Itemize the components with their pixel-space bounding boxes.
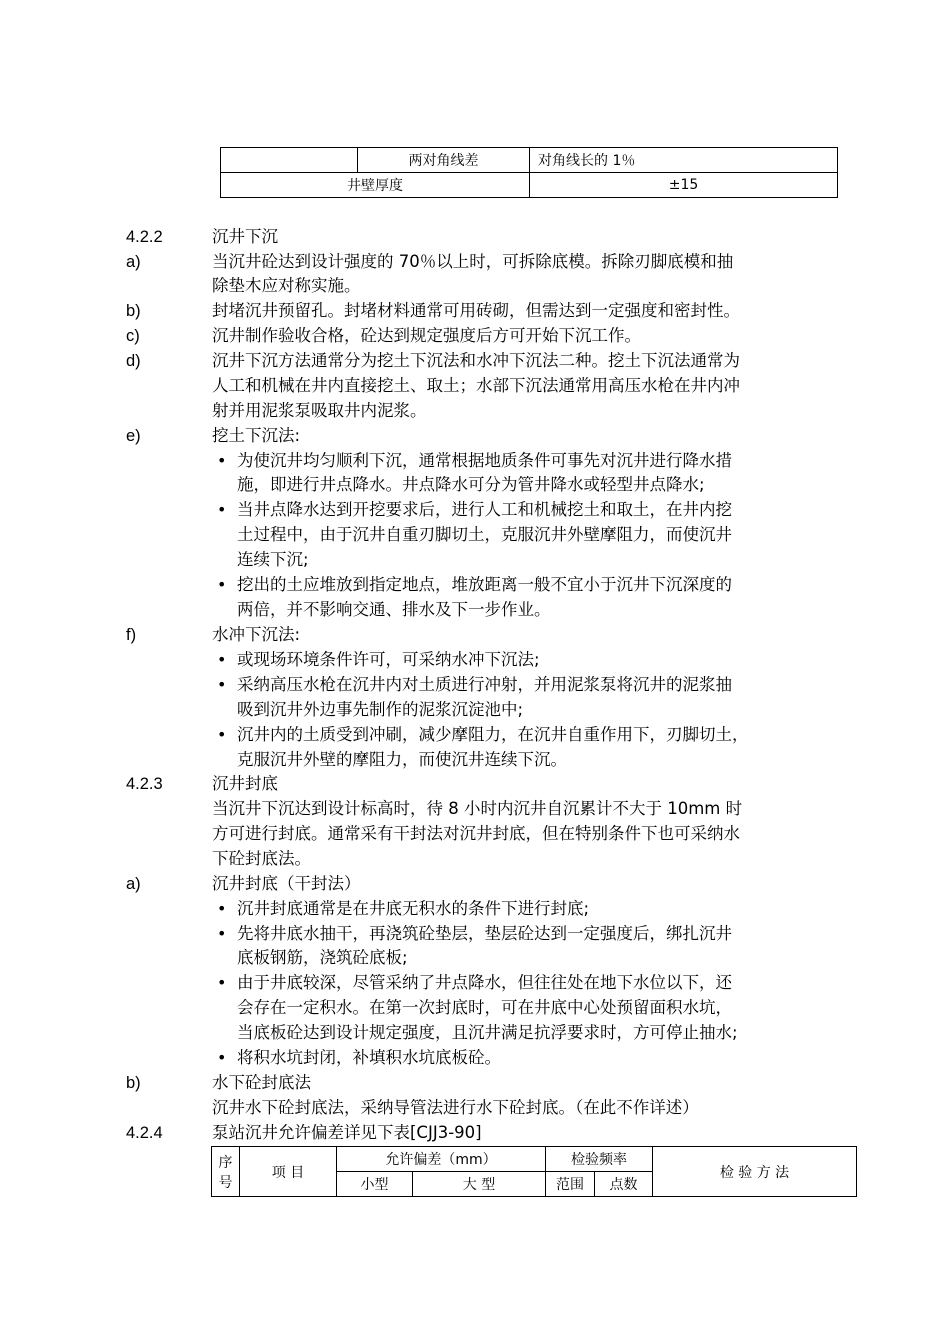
section-title: 沉井封底 <box>212 774 278 793</box>
table-cell: 对角线长的 1％ <box>530 148 838 173</box>
bullet-line: 土过程中，由于沉井自重刃脚切土，克服沉井外壁摩阻力，而使沉井 <box>237 525 732 544</box>
bullet-line: 先将井底水抽干，再浇筑砼垫层，垫层砼达到一定强度后，绑扎沉井 <box>237 924 732 943</box>
bullet-line: 将积水坑封闭，补填积水坑底板砼。 <box>237 1048 501 1067</box>
bullet-line: 底板钢筋，浇筑砼底板; <box>237 948 408 967</box>
header-seq <box>212 1147 240 1197</box>
bullet-line: 吸到沉井外边事先制作的泥浆沉淀池中; <box>237 700 524 719</box>
subsection-title: 水冲下沉法: <box>212 625 301 644</box>
table-cell: ±15 <box>530 173 838 198</box>
section-number: 4.2.3 <box>126 775 163 793</box>
bullet-icon: • <box>217 575 227 594</box>
paragraph-line: 当沉井下沉达到设计标高时，待 8 小时内沉井自沉累计不大于 10mm 时 <box>212 799 743 818</box>
paragraph-line: 封堵沉井预留孔。封堵材料通常可用砖砌，但需达到一定强度和密封性。 <box>212 301 740 320</box>
subsection-title: 水下砼封底法 <box>212 1073 311 1092</box>
paragraph-line: 当沉井砼达到设计强度的 70％以上时，可拆除底模。拆除刃脚底模和抽 <box>212 252 734 271</box>
section-number: 4.2.4 <box>126 1124 163 1142</box>
paragraph-line: 方可进行封底。通常采有干封法对沉井封底，但在特别条件下也可采纳水 <box>212 824 740 843</box>
bullet-icon: • <box>217 675 227 694</box>
header-seq-line: 序 <box>218 1154 233 1171</box>
section-title: 沉井下沉 <box>212 227 278 246</box>
bullet-line: 施，即进行井点降水。井点降水可分为管井降水或轻型井点降水; <box>237 475 705 494</box>
bullet-line: 克服沉井外壁的摩阻力，而使沉井连续下沉。 <box>237 750 567 769</box>
bullet-line: 沉井内的土质受到冲刷，减少摩阻力，在沉井自重作用下，刃脚切土， <box>237 725 749 744</box>
header-method: 检 验 方 法 <box>653 1147 857 1197</box>
bullet-icon: • <box>217 899 227 918</box>
item-label: c) <box>126 327 140 345</box>
table-cell: 井壁厚度 <box>221 173 530 198</box>
item-label: a) <box>126 875 141 893</box>
table-row <box>221 148 838 173</box>
bullet-line: 挖出的土应堆放到指定地点，堆放距离一般不宜小于沉井下沉深度的 <box>237 575 732 594</box>
bullet-line: 当底板砼达到设计规定强度，且沉井满足抗浮要求时，方可停止抽水; <box>237 1023 738 1042</box>
bullet-line: 会存在一定积水。在第一次封底时，可在井底中心处预留面积水坑， <box>237 998 732 1017</box>
section-number: 4.2.2 <box>126 228 163 246</box>
bullet-line: 当井点降水达到开挖要求后，进行人工和机械挖土和取土，在井内挖 <box>237 500 732 519</box>
paragraph-line: 下砼封底法。 <box>212 849 311 868</box>
paragraph-line: 除垫木应对称实施。 <box>212 276 361 295</box>
table-cell: 两对角线差 <box>358 148 530 173</box>
section-title: 泵站沉井允许偏差详见下表[CJJ3-90] <box>212 1123 482 1142</box>
bullet-icon: • <box>217 973 227 992</box>
bullet-icon: • <box>217 924 227 943</box>
paragraph-line: 射并用泥浆泵吸取井内泥浆。 <box>212 401 427 420</box>
paragraph-line: 沉井水下砼封底法，采纳导管法进行水下砼封底。（在此不作详述） <box>212 1098 699 1117</box>
header-large: 大 型 <box>413 1172 546 1197</box>
bullet-icon: • <box>217 500 227 519</box>
item-label: b) <box>126 1074 141 1092</box>
bullet-line: 为使沉井均匀顺利下沉，通常根据地质条件可事先对沉井进行降水措 <box>237 451 732 470</box>
table-row <box>221 173 838 198</box>
item-label: b) <box>126 302 141 320</box>
item-label: e) <box>126 427 141 445</box>
subsection-title: 挖土下沉法: <box>212 426 301 445</box>
bullet-line: 由于井底较深，尽管采纳了井点降水，但往往处在地下水位以下，还 <box>237 973 732 992</box>
header-points: 点数 <box>595 1172 653 1197</box>
header-frequency: 检验频率 <box>546 1147 653 1172</box>
bullet-line: 两倍，并不影响交通、排水及下一步作业。 <box>237 600 551 619</box>
subsection-title: 沉井封底（干封法） <box>212 874 361 893</box>
item-label: a) <box>126 253 141 271</box>
bullet-icon: • <box>217 650 227 669</box>
paragraph-line: 沉井下沉方法通常分为挖土下沉法和水冲下沉法二种。挖土下沉法通常为 <box>212 351 740 370</box>
tolerance-table <box>211 1146 857 1197</box>
paragraph-line: 沉井制作验收合格，砼达到规定强度后方可开始下沉工作。 <box>212 326 641 345</box>
bullet-line: 采纳高压水枪在沉井内对土质进行冲射，并用泥浆泵将沉井的泥浆抽 <box>237 675 732 694</box>
bullet-icon: • <box>217 1048 227 1067</box>
bullet-icon: • <box>217 451 227 470</box>
item-label: d) <box>126 352 141 370</box>
bullet-icon: • <box>217 725 227 744</box>
header-item: 项 目 <box>240 1147 337 1197</box>
paragraph-line: 人工和机械在井内直接挖土、取土；水部下沉法通常用高压水枪在井内冲 <box>212 376 740 395</box>
top-table <box>220 147 838 198</box>
bullet-line: 沉井封底通常是在井底无积水的条件下进行封底; <box>237 899 590 918</box>
bullet-line: 或现场环境条件许可，可采纳水冲下沉法; <box>237 650 540 669</box>
table-cell <box>221 148 358 173</box>
bullet-line: 连续下沉; <box>237 550 309 569</box>
header-tolerance: 允许偏差（mm） <box>337 1147 546 1172</box>
header-range: 范围 <box>546 1172 595 1197</box>
item-label: f) <box>126 626 137 644</box>
header-seq-line: 号 <box>218 1174 233 1191</box>
table-header-row <box>212 1147 857 1172</box>
header-small: 小型 <box>337 1172 413 1197</box>
